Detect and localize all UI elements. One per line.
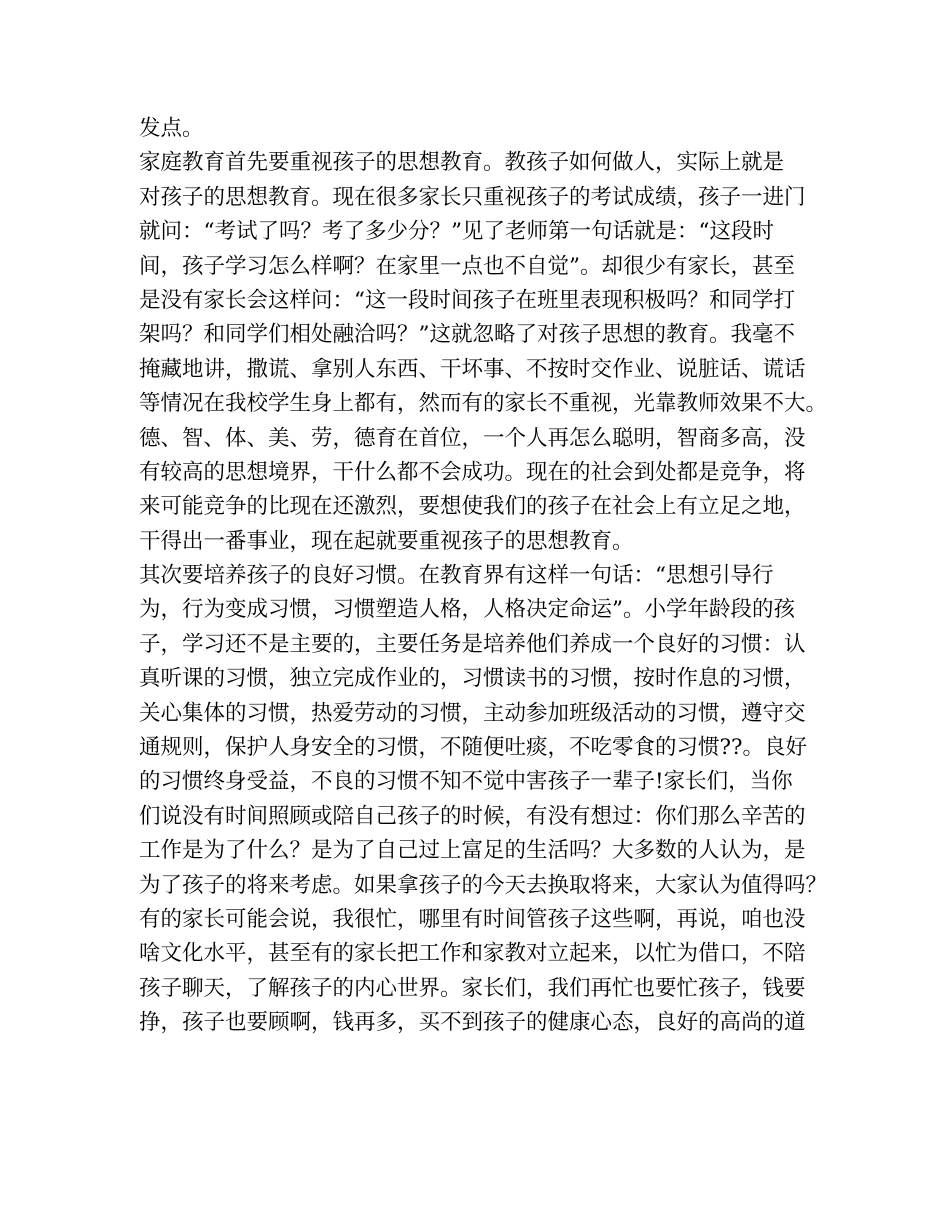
text-line: 有的家长可能会说，我很忙，哪里有时间管孩子这些啊，再说，咱也没 <box>139 906 806 932</box>
text-line: 等情况在我校学生身上都有，然而有的家长不重视，光靠教师效果不大。 <box>139 391 828 417</box>
text-line: 工作是为了什么？是为了自己过上富足的生活吗？大多数的人认为，是 <box>139 838 806 864</box>
text-line: 为了孩子的将来考虑。如果拿孩子的今天去换取将来，大家认为值得吗？ <box>139 872 828 898</box>
text-line: 掩藏地讲，撒谎、拿别人东西、干坏事、不按时交作业、说脏话、谎话 <box>139 356 806 382</box>
text-line: 孩子聊天，了解孩子的内心世界。家长们，我们再忙也要忙孩子，钱要 <box>139 975 806 1001</box>
text-line: 对孩子的思想教育。现在很多家长只重视孩子的考试成绩，孩子一进门 <box>139 184 806 210</box>
text-line: 架吗？和同学们相处融洽吗？”这就忽略了对孩子思想的教育。我毫不 <box>139 322 795 348</box>
text-line: 为，行为变成习惯，习惯塑造人格，人格决定命运”。小学年龄段的孩 <box>139 597 795 623</box>
text-line: 德、智、体、美、劳，德育在首位，一个人再怎么聪明，智商多高，没 <box>139 425 806 451</box>
text-line: 就问：“考试了吗？考了多少分？”见了老师第一句话就是：“这段时 <box>139 219 774 245</box>
text-line: 的习惯终身受益，不良的习惯不知不觉中害孩子一辈子!家长们，当你 <box>139 769 793 795</box>
text-line: 来可能竞争的比现在还激烈，要想使我们的孩子在社会上有立足之地， <box>139 494 806 520</box>
text-line: 干得出一番事业，现在起就要重视孩子的思想教育。 <box>139 528 634 554</box>
text-line: 其次要培养孩子的良好习惯。在教育界有这样一句话：“思想引导行 <box>139 563 774 589</box>
text-line: 关心集体的习惯，热爱劳动的习惯，主动参加班级活动的习惯，遵守交 <box>139 700 806 726</box>
text-line: 发点。 <box>139 116 204 141</box>
text-line: 们说没有时间照顾或陪自己孩子的时候，有没有想过：你们那么辛苦的 <box>139 803 806 829</box>
text-line: 家庭教育首先要重视孩子的思想教育。教孩子如何做人，实际上就是 <box>139 150 785 176</box>
text-line: 有较高的思想境界，干什么都不会成功。现在的社会到处都是竞争，将 <box>139 459 806 485</box>
text-line: 啥文化水平，甚至有的家长把工作和家教对立起来，以忙为借口，不陪 <box>139 941 806 967</box>
text-line: 挣，孩子也要顾啊，钱再多，买不到孩子的健康心态，良好的高尚的道 <box>139 1010 806 1036</box>
text-line: 是没有家长会这样问：“这一段时间孩子在班里表现积极吗？和同学打 <box>139 287 795 313</box>
text-line: 子，学习还不是主要的，主要任务是培养他们养成一个良好的习惯：认 <box>139 631 806 657</box>
text-line: 真听课的习惯，独立完成作业的，习惯读书的习惯，按时作息的习惯， <box>139 666 806 692</box>
body-text <box>139 112 828 1041</box>
text-line: 间，孩子学习怎么样啊？在家里一点也不自觉”。却很少有家长，甚至 <box>139 253 795 279</box>
text-line: 通规则，保护人身安全的习惯，不随便吐痰，不吃零食的习惯??。良好 <box>139 735 808 761</box>
